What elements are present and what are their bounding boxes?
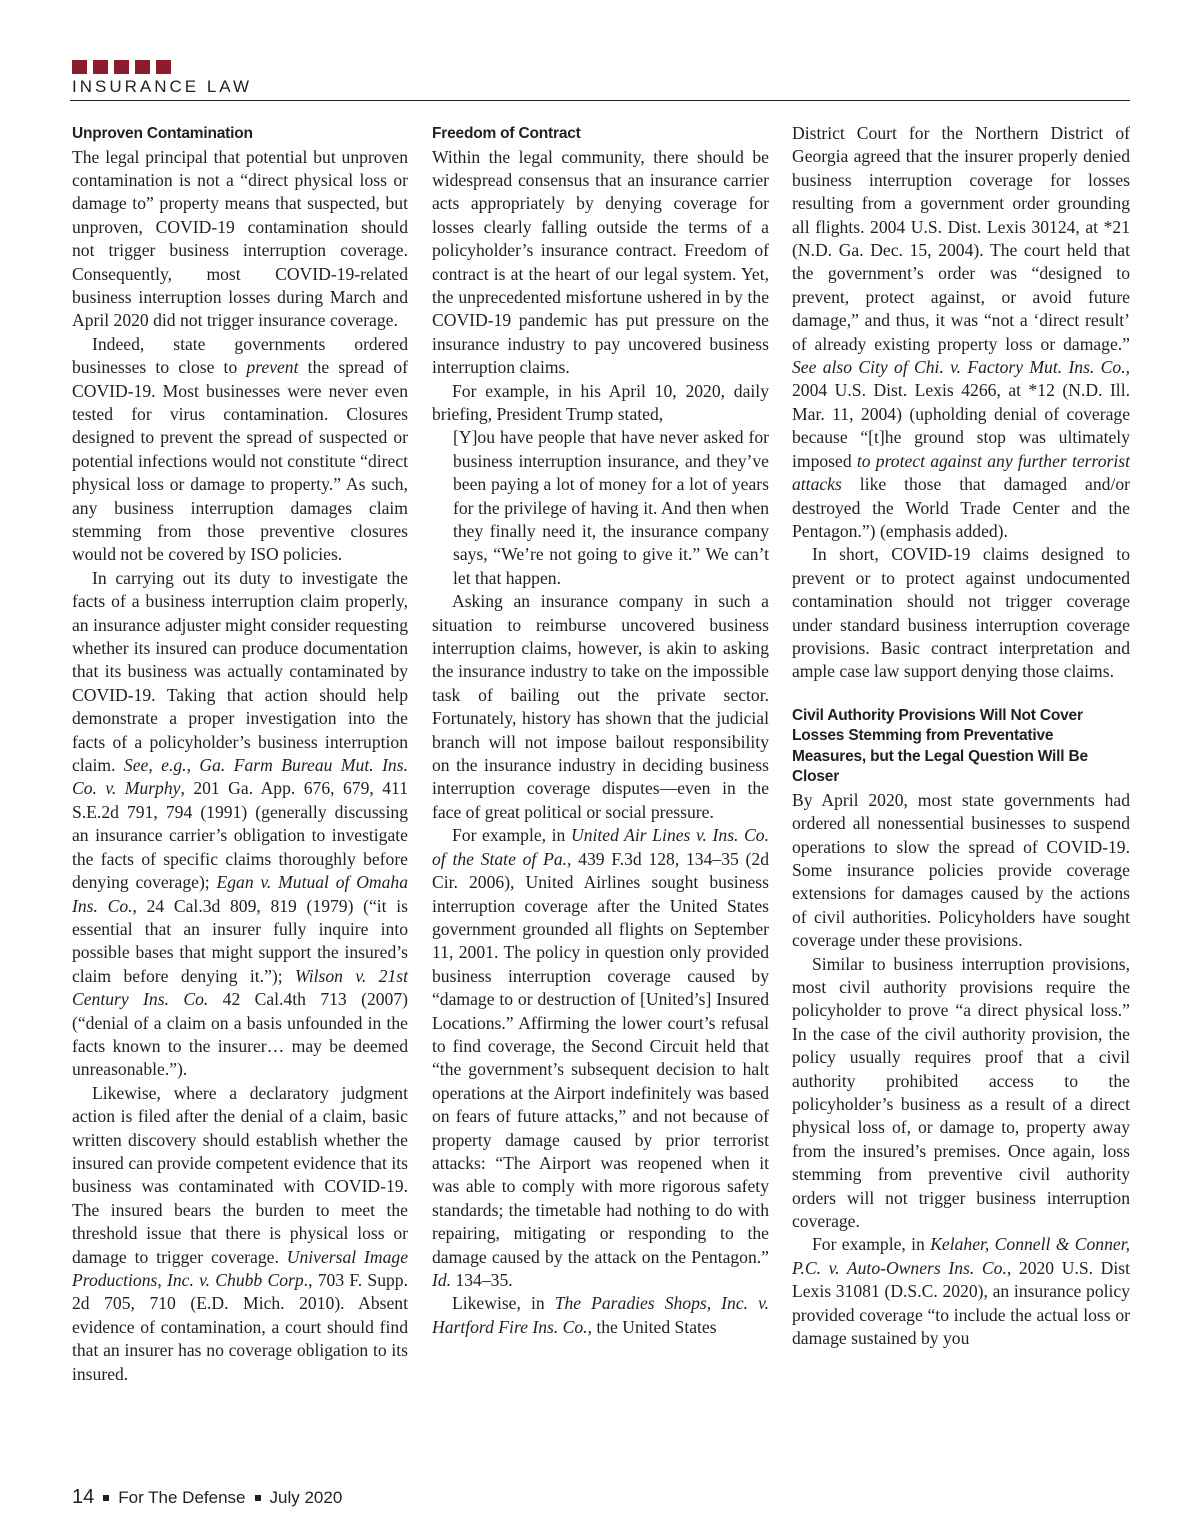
paragraph: Indeed, state governments ordered businesses to close to prevent the spread of COVID-19. Most businesses were never even tested for virus contamination. Closures designed to prevent the spread of suspected or potential infections would not constitute “direct physical loss or damage to property.” As such, any business interruption damages claim stemming from those preventive closures would not be covered by ISO policies. (72, 333, 408, 565)
marker-square (135, 60, 150, 74)
paragraph: For example, in Kelaher, Connell & Conner, P.C. v. Auto-Owners Ins. Co., 2020 U.S. Dist Lexis 31081 (D.S.C. 2020), an insurance policy provided coverage “to include the actual loss or damage sustained by you (792, 1234, 1130, 1349)
issue-date: July 2020 (269, 1487, 343, 1507)
paragraph: In short, COVID-19 claims designed to prevent or to protect against undocumented contamination should not trigger coverage under standard business interruption coverage provisions. Basic contract interpretation and ample case law support denying those claims. (792, 544, 1130, 682)
paragraph: Similar to business interruption provisions, most civil authority provisions require the policyholder to prove “a direct physical loss.” In the case of the civil authority provision, the policy usually requires proof that a civil authority prohibited access to the policyholder’s business as a result of a direct physical loss of, or damage to, property away from the insured’s premises. Once again, loss stemming from preventive civil authority orders will not trigger business interruption coverage. (792, 953, 1130, 1232)
bullet-separator (103, 1495, 109, 1501)
page-footer (72, 1486, 342, 1509)
paragraph: For example, in his April 10, 2020, daily briefing, President Trump stated, (432, 380, 769, 424)
column-1 (72, 122, 408, 1386)
paragraph: Likewise, where a declaratory judgment action is filed after the denial of a claim, basic written discovery should establish whether the insured can provide competent evidence that its business was contaminated with COVID-19. The insured bears the burden to meet the threshold issue that there is physical loss or damage to trigger coverage. Universal Image Productions, Inc. v. Chubb Corp., 703 F. Supp. 2d 705, 710 (E.D. Mich. 2010). Absent evidence of contamination, a court should find that an insurer has no coverage obligation to its insured. (72, 1082, 408, 1384)
marker-square (114, 60, 129, 74)
paragraph: For example, in United Air Lines v. Ins. Co. of the State of Pa., 439 F.3d 128, 134–35 (2d Cir. 2006), United Airlines sought business interruption coverage after the United States government grounded all flights on September 11, 2001. The policy in question only provided business interruption coverage caused by “damage to or destruction of [United’s] Insured Locations.” Affirming the lower court’s refusal to find coverage, the Second Circuit held that “the government’s subsequent decision to halt operations at the Airport indefinitely was based on fears of future attacks,” and not because of property damage caused by prior terrorist attacks: “The Airport was reopened when it was able to comply with more rigorous safety standards; the timetable had nothing to do with repairing, mitigating or responding to the damage caused by the attack on the Pentagon.” Id. 134–35. (432, 825, 769, 1290)
column-2 (432, 122, 769, 1339)
bullet-separator (255, 1495, 261, 1501)
paragraph: By April 2020, most state governments had ordered all nonessential businesses to suspend operations to slow the spread of COVID-19. Some insurance policies provide coverage extensions for damages caused by the actions of civil authorities. Policyholders have sought coverage under these provisions. (792, 789, 1130, 951)
paragraph: District Court for the Northern District of Georgia agreed that the insurer properly denied business interruption coverage for losses resulting from a government order grounding all flights. 2004 U.S. Dist. Lexis 30124, at *21 (N.D. Ga. Dec. 15, 2004). The court held that the government’s order was “designed to prevent, protect against, or avoid future damage,” and thus, it was “not a ‘direct result’ of already existing property loss or damage.” See also City of Chi. v. Factory Mut. Ins. Co., 2004 U.S. Dist. Lexis 4266, at *12 (N.D. Ill. Mar. 11, 2004) (upholding denial of coverage because “[t]he ground stop was ultimately imposed to protect against any further terrorist attacks like those that damaged and/or destroyed the World Trade Center and the Pentagon.”) (emphasis added). (792, 123, 1130, 541)
marker-square (72, 60, 87, 74)
paragraph: In carrying out its duty to investigate the facts of a business interruption claim properly, an insurance adjuster might consider requesting whether its insured can produce documentation that its business was actually contaminated by COVID-19. Taking that action should help demonstrate a proper investigation into the facts of a policyholder’s business interruption claim. See, e.g., Ga. Farm Bureau Mut. Ins. Co. v. Murphy, 201 Ga. App. 676, 679, 411 S.E.2d 791, 794 (1991) (generally discussing an insurance carrier’s obligation to investigate the facts of specific claims thoroughly before denying coverage); Egan v. Mutual of Omaha Ins. Co., 24 Cal.3d 809, 819 (1979) (“it is essential that an insurer fully inquire into possible bases that might support the insured’s claim before denying it.”); Wilson v. 21st Century Ins. Co. 42 Cal.4th 713 (2007) (“denial of a claim on a basis unfounded in the facts known to the insurer… may be deemed unreasonable.”). (72, 567, 409, 1080)
marker-square (93, 60, 108, 74)
heading-freedom-of-contract: Freedom of Contract (432, 125, 581, 142)
page-number: 14 (72, 1486, 95, 1508)
paragraph: The legal principal that potential but unproven contamination is not a “direct physical loss or damage to” property means that suspected, but unproven, COVID-19 contamination should not trigger business interruption coverage. Consequently, most COVID-19-related business interruption losses during March and April 2020 did not trigger insurance coverage. (72, 146, 408, 331)
paragraph: Asking an insurance company in such a situation to reimburse uncovered business interruption claims, however, is akin to asking the insurance industry to take on the impossible task of bailing out the private sector. Fortunately, history has shown that the judicial branch will not impose bailout responsibility on the insurance industry in deciding business interruption coverage disputes—even in the face of great political or social pressure. (432, 591, 769, 822)
heading-civil-authority: Civil Authority Provisions Will Not Cover Losses Stemming from Preventative Measures, but the Legal Question Will Be Closer (792, 706, 1088, 786)
publication-name: For The Defense (118, 1487, 246, 1507)
section-label: INSURANCE LAW (72, 77, 253, 96)
marker-square (156, 60, 171, 74)
paragraph: Likewise, in The Paradies Shops, Inc. v. Hartford Fire Ins. Co., the United States (432, 1293, 770, 1337)
column-3 (792, 122, 1130, 1351)
heading-unproven-contamination: Unproven Contamination (72, 125, 253, 142)
paragraph: Within the legal community, there should be widespread consensus that an insurance carrier acts appropriately by denying coverage for losses clearly falling outside the terms of a policyholder’s insurance contract. Freedom of contract is at the heart of our legal system. Yet, the unprecedented misfortune ushered in by the COVID-19 pandemic has put pressure on the insurance industry to pay uncovered business interruption claims. (432, 146, 769, 378)
header-rule (70, 100, 1130, 101)
section-marker (72, 60, 171, 74)
block-quote: [Y]ou have people that have never asked for business interruption insurance, and they’ve been paying a lot of money for a lot of years for the privilege of having it. And then when they finally need it, the insurance company says, “We’re not going to give it.” We can’t let that happen. (453, 427, 769, 588)
